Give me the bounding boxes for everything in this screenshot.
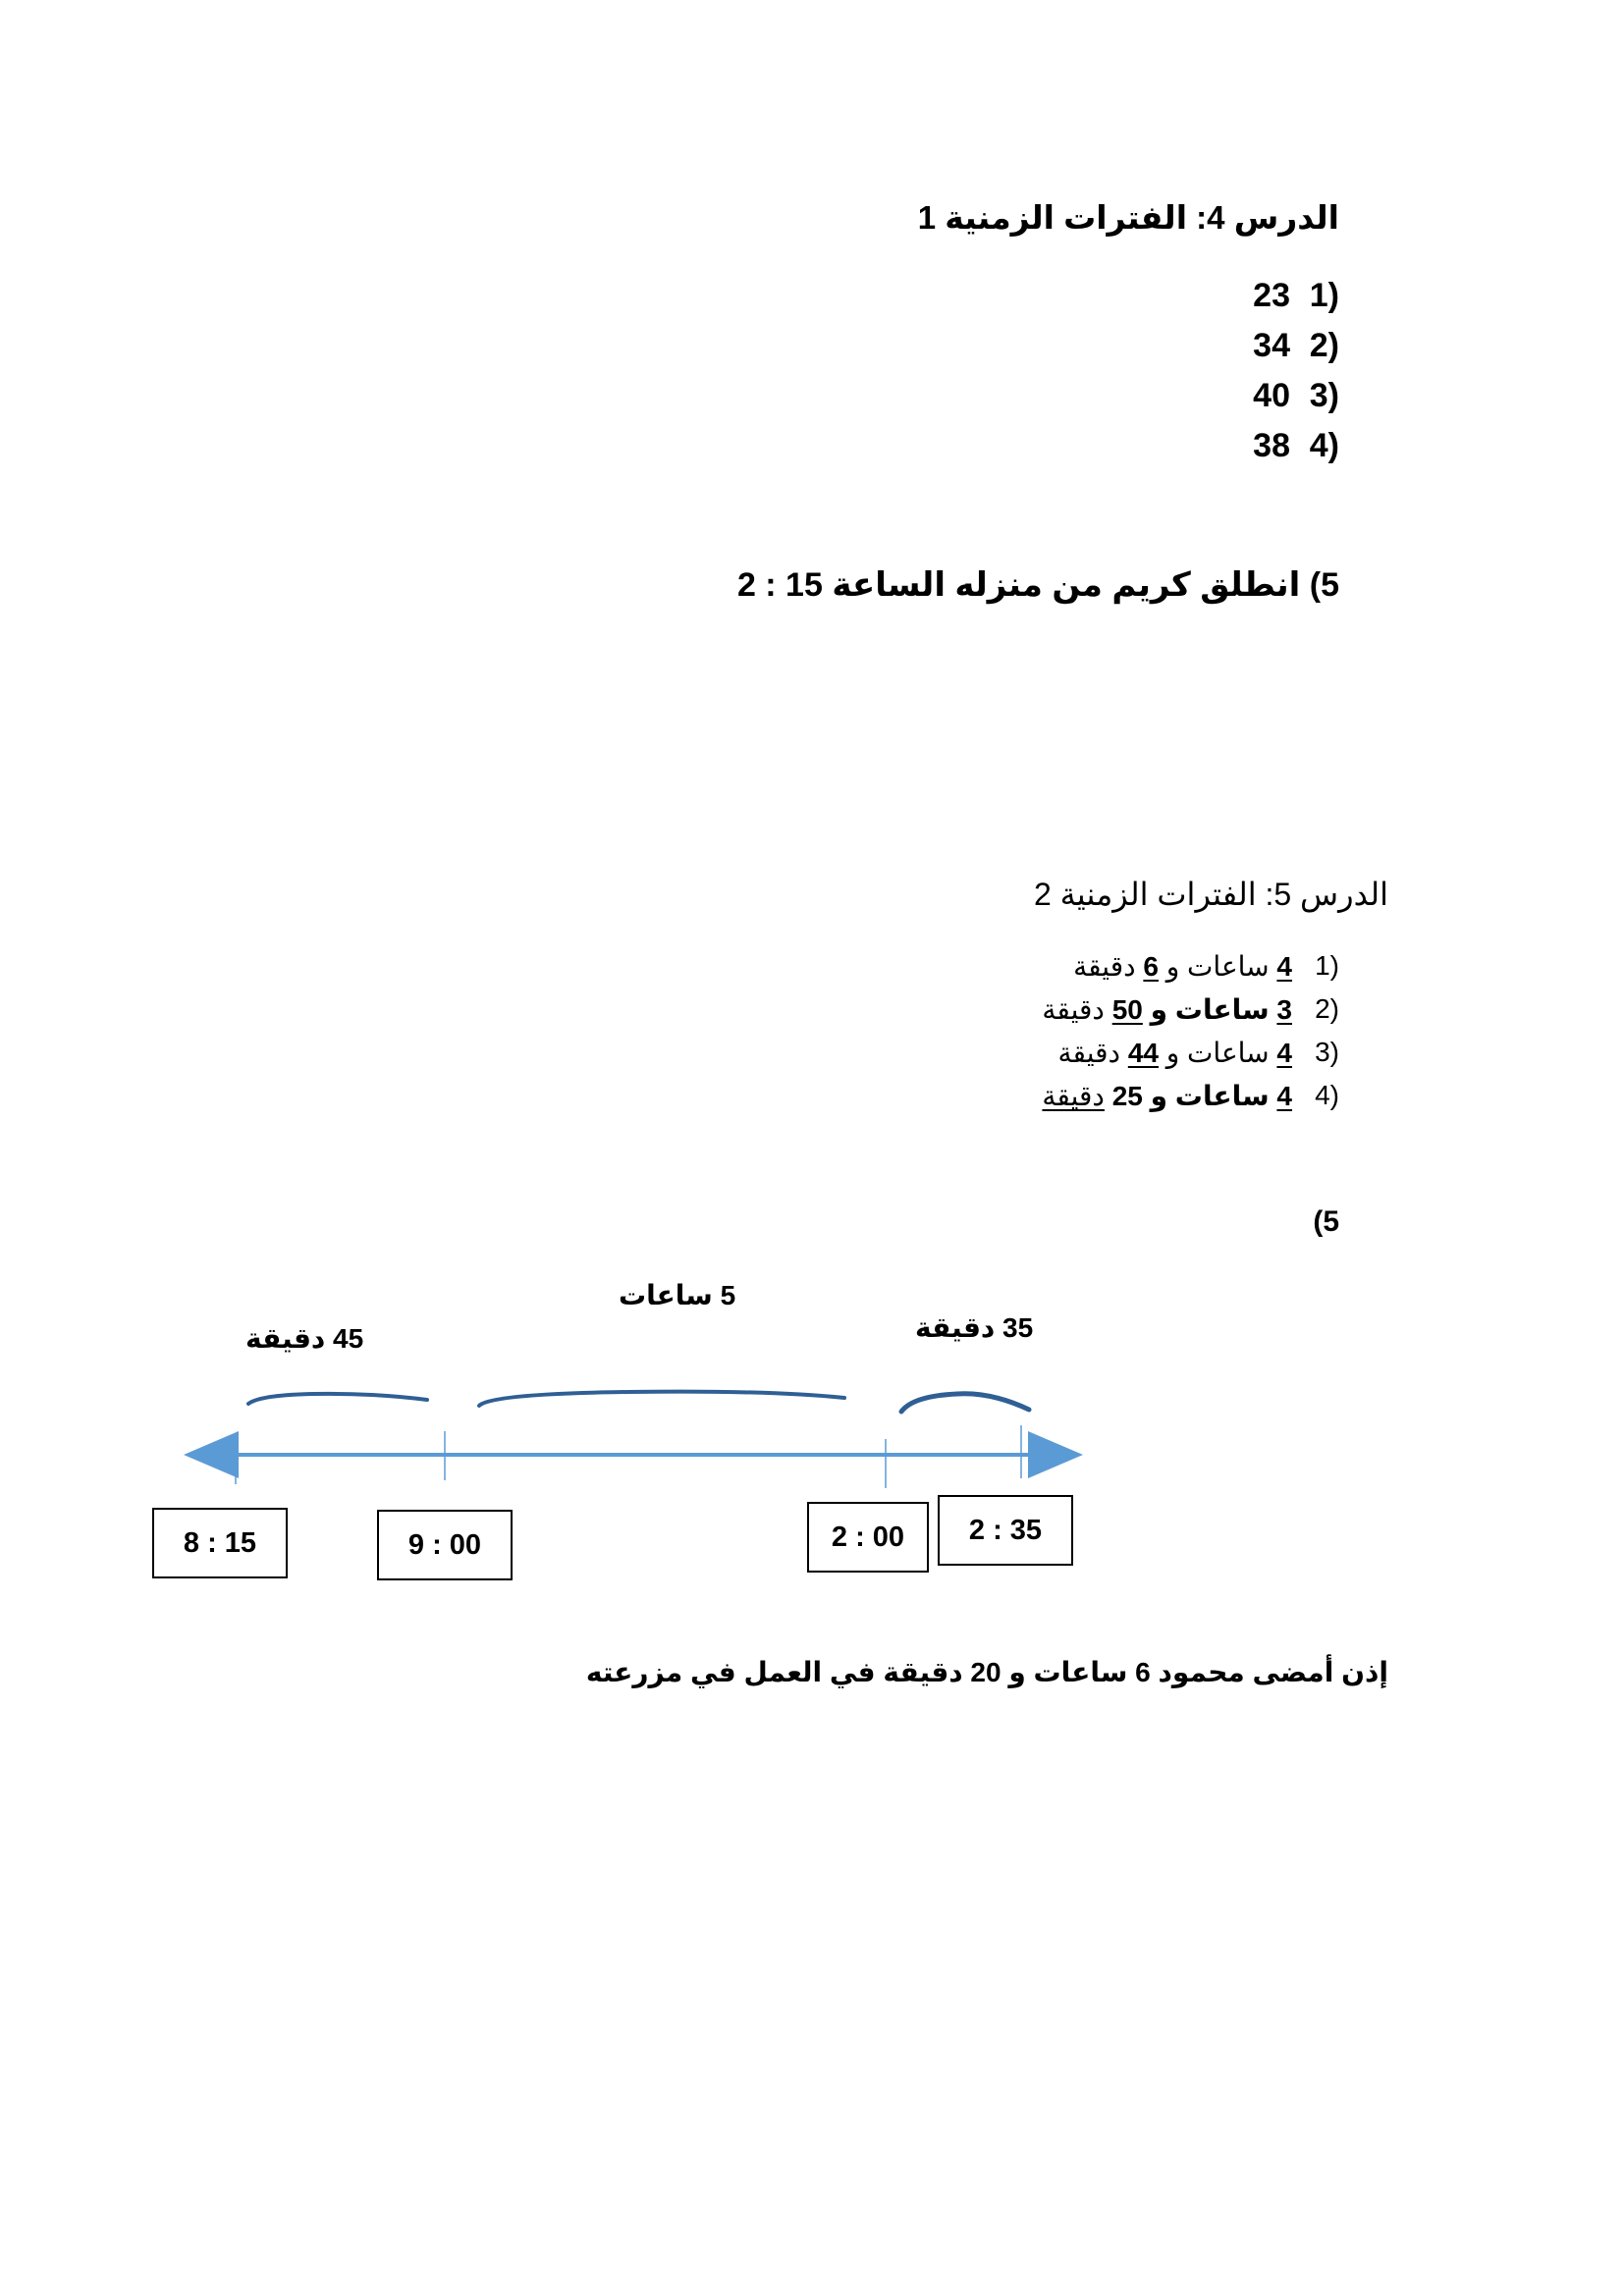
answer-value: 38 (1253, 427, 1290, 464)
interval-brace-5-hours (479, 1392, 844, 1406)
conclusion-text: إذن أمضى محمود 6 ساعات و 20 دقيقة في العمل في مزرعته (585, 1657, 1388, 1687)
time-box-2-35: 2 : 35 (938, 1495, 1073, 1566)
answer-hours: 4 (1276, 1081, 1292, 1111)
answer-number: 4) (1309, 427, 1339, 464)
answer-minutes: 6 (1143, 951, 1159, 982)
answer-hours-word: ساعات و (1150, 1081, 1270, 1111)
lesson5-title-text: الدرس 5: الفترات الزمنية 2 (1033, 877, 1388, 912)
answer-hours: 3 (1276, 994, 1292, 1025)
answer-number: 1) (1315, 950, 1339, 981)
time-box-8-15: 8 : 15 (152, 1508, 288, 1578)
answer-minutes-word: دقيقة (1073, 951, 1136, 982)
answer-minutes: 25 (1111, 1081, 1143, 1111)
answer-hours-word: ساعات و (1165, 1038, 1270, 1068)
answer-minutes-word: دقيقة (1057, 1038, 1121, 1068)
interval-brace-35-min (901, 1394, 1029, 1412)
question-number: 5) (1309, 566, 1339, 604)
answer-hours-word: ساعات و (1150, 994, 1270, 1025)
answer-value: 23 (1253, 277, 1290, 314)
question-text: انطلق كريم من منزله الساعة (832, 566, 1301, 604)
lesson5-question-5-number: 5) (1313, 1205, 1339, 1238)
time-box-9-00: 9 : 00 (377, 1510, 513, 1580)
answer-number: 3) (1309, 377, 1339, 414)
answer-hours-word: ساعات و (1165, 951, 1270, 982)
interval-label-5-hours: 5 ساعات (619, 1280, 736, 1310)
answer-number: 1) (1309, 277, 1339, 314)
answer-minutes-word: دقيقة (1042, 1081, 1105, 1111)
answer-value: 34 (1253, 327, 1290, 364)
answer-minutes-word: دقيقة (1042, 994, 1105, 1025)
interval-label-45-min: 45 دقيقة (245, 1323, 364, 1354)
time-box-2-00: 2 : 00 (807, 1502, 929, 1573)
interval-label-35-min: 35 دقيقة (915, 1312, 1034, 1343)
answer-number: 2) (1309, 327, 1339, 364)
answer-number: 3) (1315, 1037, 1339, 1067)
answer-minutes: 44 (1127, 1038, 1159, 1068)
answer-minutes: 50 (1111, 994, 1143, 1025)
interval-brace-45-min (248, 1394, 427, 1404)
answer-value: 40 (1253, 377, 1290, 414)
answer-hours: 4 (1276, 1038, 1292, 1068)
question-time: 2 : 15 (736, 566, 823, 604)
answer-number: 2) (1315, 993, 1339, 1024)
answer-hours: 4 (1276, 951, 1292, 982)
answer-number: 4) (1315, 1080, 1339, 1110)
lesson4-title: الدرس 4: الفترات الزمنية 1 (917, 199, 1339, 236)
